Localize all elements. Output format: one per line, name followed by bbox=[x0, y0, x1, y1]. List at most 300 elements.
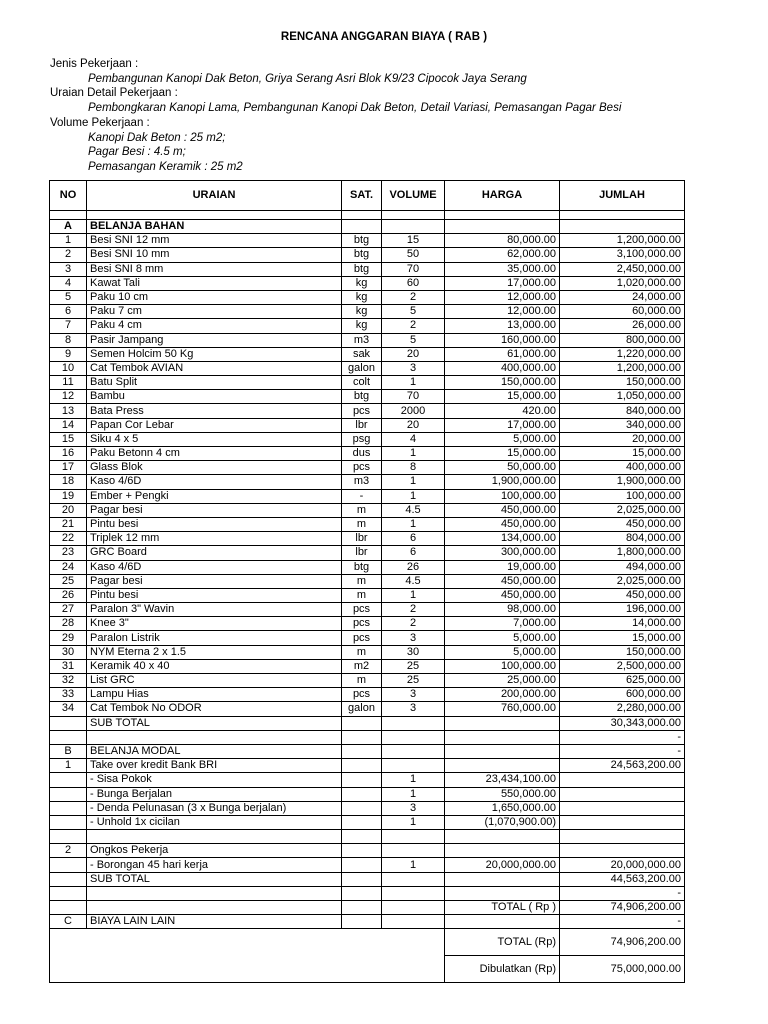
item-jumlah: 2,025,000.00 bbox=[560, 503, 685, 517]
item-volume: 4.5 bbox=[382, 574, 445, 588]
item-no: 30 bbox=[50, 645, 87, 659]
item-jumlah: 1,900,000.00 bbox=[560, 475, 685, 489]
item-volume: 26 bbox=[382, 560, 445, 574]
rounded-total-value: 75,000,000.00 bbox=[560, 956, 685, 983]
item-jumlah: 2,450,000.00 bbox=[560, 262, 685, 276]
item-harga: 200,000.00 bbox=[445, 688, 560, 702]
table-row bbox=[50, 503, 685, 517]
empty-row bbox=[50, 830, 685, 844]
item-uraian: Cat Tembok AVIAN bbox=[87, 361, 342, 375]
item-harga: 134,000.00 bbox=[445, 532, 560, 546]
table-row bbox=[50, 517, 685, 531]
item-volume: 20 bbox=[382, 347, 445, 361]
item-harga: 100,000.00 bbox=[445, 489, 560, 503]
subtotal-value: 30,343,000.00 bbox=[560, 716, 685, 730]
table-row bbox=[50, 276, 685, 290]
item-no: 10 bbox=[50, 361, 87, 375]
item-jumlah: 150,000.00 bbox=[560, 376, 685, 390]
item-no: 6 bbox=[50, 305, 87, 319]
section-code: C bbox=[50, 915, 87, 929]
column-header: HARGA bbox=[445, 181, 560, 211]
table-row bbox=[50, 248, 685, 262]
item-uraian: Bambu bbox=[87, 390, 342, 404]
table-row bbox=[50, 376, 685, 390]
item-no: 2 bbox=[50, 248, 87, 262]
volume-value: Kanopi Dak Beton : 25 m2; bbox=[88, 131, 226, 144]
table-row bbox=[50, 659, 685, 673]
item-volume: 2 bbox=[382, 290, 445, 304]
item-no: 31 bbox=[50, 659, 87, 673]
item-uraian: Papan Cor Lebar bbox=[87, 418, 342, 432]
item-sat: pcs bbox=[342, 404, 382, 418]
item-jumlah: 26,000.00 bbox=[560, 319, 685, 333]
column-header: SAT. bbox=[342, 181, 382, 211]
item-harga: 400,000.00 bbox=[445, 361, 560, 375]
dash-row bbox=[50, 730, 685, 744]
item-title: Ongkos Pekerja bbox=[87, 844, 342, 858]
item-volume: 4.5 bbox=[382, 503, 445, 517]
table-row bbox=[50, 475, 685, 489]
item-uraian: Kaso 4/6D bbox=[87, 475, 342, 489]
item-sat: m bbox=[342, 588, 382, 602]
table-row bbox=[50, 418, 685, 432]
section-title: BELANJA MODAL bbox=[87, 744, 342, 758]
item-harga: 300,000.00 bbox=[445, 546, 560, 560]
subtotal-label: SUB TOTAL bbox=[87, 872, 342, 886]
item-sat: kg bbox=[342, 319, 382, 333]
section-code: B bbox=[50, 744, 87, 758]
item-sat: colt bbox=[342, 376, 382, 390]
item-volume: 70 bbox=[382, 262, 445, 276]
item-no: 4 bbox=[50, 276, 87, 290]
item-volume: 30 bbox=[382, 645, 445, 659]
detail-uraian: - Unhold 1x cicilan bbox=[87, 815, 342, 829]
item-no: 22 bbox=[50, 532, 87, 546]
item-jumlah: 15,000.00 bbox=[560, 447, 685, 461]
item-volume: 1 bbox=[382, 517, 445, 531]
item-jumlah: 494,000.00 bbox=[560, 560, 685, 574]
table-row bbox=[50, 546, 685, 560]
item-uraian: Cat Tembok No ODOR bbox=[87, 702, 342, 716]
item-sat: m2 bbox=[342, 659, 382, 673]
item-uraian: Paralon Listrik bbox=[87, 631, 342, 645]
item-sat: m bbox=[342, 517, 382, 531]
item-jumlah: 1,200,000.00 bbox=[560, 234, 685, 248]
detail-volume: 1 bbox=[382, 858, 445, 872]
item-uraian: Pasir Jampang bbox=[87, 333, 342, 347]
item-harga: 450,000.00 bbox=[445, 574, 560, 588]
item-sat: btg bbox=[342, 390, 382, 404]
rab-table bbox=[49, 180, 685, 983]
jenis-value: Pembangunan Kanopi Dak Beton, Griya Serang Asri Blok K9/23 Cipocok Jaya Serang bbox=[88, 72, 527, 85]
item-sat: lbr bbox=[342, 418, 382, 432]
item-harga: 62,000.00 bbox=[445, 248, 560, 262]
table-row bbox=[50, 404, 685, 418]
item-no: 1 bbox=[50, 759, 87, 773]
item-sat: kg bbox=[342, 290, 382, 304]
item-sat: btg bbox=[342, 234, 382, 248]
item-no: 24 bbox=[50, 560, 87, 574]
rab-table-body bbox=[50, 181, 685, 983]
table-row bbox=[50, 461, 685, 475]
project-info bbox=[50, 57, 621, 175]
rounded-total-label: Dibulatkan (Rp) bbox=[445, 956, 560, 983]
detail-harga: (1,070,900.00) bbox=[445, 815, 560, 829]
table-row bbox=[50, 588, 685, 602]
item-volume: 6 bbox=[382, 532, 445, 546]
item-sat: dus bbox=[342, 447, 382, 461]
table-row bbox=[50, 390, 685, 404]
detail-volume: 3 bbox=[382, 801, 445, 815]
item-uraian: Bata Press bbox=[87, 404, 342, 418]
item-no: 3 bbox=[50, 262, 87, 276]
item-no: 2 bbox=[50, 844, 87, 858]
item-no: 28 bbox=[50, 617, 87, 631]
detail-volume: 1 bbox=[382, 787, 445, 801]
item-jumlah: 1,220,000.00 bbox=[560, 347, 685, 361]
item-harga: 25,000.00 bbox=[445, 674, 560, 688]
item-no: 9 bbox=[50, 347, 87, 361]
volume-value: Pemasangan Keramik : 25 m2 bbox=[88, 160, 243, 173]
item-sat: pcs bbox=[342, 688, 382, 702]
item-uraian: Batu Split bbox=[87, 376, 342, 390]
uraian-value: Pembongkaran Kanopi Lama, Pembangunan Kanopi Dak Beton, Detail Variasi, Pemasangan Pagar Besi bbox=[88, 102, 622, 115]
table-row bbox=[50, 674, 685, 688]
item-volume: 2000 bbox=[382, 404, 445, 418]
table-row bbox=[50, 347, 685, 361]
item-no: 13 bbox=[50, 404, 87, 418]
item-no: 17 bbox=[50, 461, 87, 475]
item-uraian: NYM Eterna 2 x 1.5 bbox=[87, 645, 342, 659]
item-volume: 3 bbox=[382, 702, 445, 716]
item-volume: 60 bbox=[382, 276, 445, 290]
detail-harga: 1,650,000.00 bbox=[445, 801, 560, 815]
item-harga: 5,000.00 bbox=[445, 432, 560, 446]
item-uraian: Pagar besi bbox=[87, 503, 342, 517]
dash-row bbox=[50, 886, 685, 900]
item-no: 14 bbox=[50, 418, 87, 432]
total-value: 74,906,200.00 bbox=[560, 901, 685, 915]
item-jumlah: 340,000.00 bbox=[560, 418, 685, 432]
item-harga: 15,000.00 bbox=[445, 390, 560, 404]
table-row bbox=[50, 645, 685, 659]
grand-total-label: TOTAL (Rp) bbox=[445, 929, 560, 956]
item-harga: 420.00 bbox=[445, 404, 560, 418]
detail-uraian: - Bunga Berjalan bbox=[87, 787, 342, 801]
item-uraian: Paku Betonn 4 cm bbox=[87, 447, 342, 461]
item-harga: 17,000.00 bbox=[445, 276, 560, 290]
item-no: 16 bbox=[50, 447, 87, 461]
item-volume: 1 bbox=[382, 475, 445, 489]
item-jumlah: 24,563,200.00 bbox=[560, 759, 685, 773]
table-row bbox=[50, 574, 685, 588]
item-no: 1 bbox=[50, 234, 87, 248]
section-title: BIAYA LAIN LAIN bbox=[87, 915, 342, 929]
item-sat: m bbox=[342, 645, 382, 659]
item-sat: kg bbox=[342, 276, 382, 290]
item-harga: 100,000.00 bbox=[445, 659, 560, 673]
item-harga: 17,000.00 bbox=[445, 418, 560, 432]
item-sat: m bbox=[342, 674, 382, 688]
detail-uraian: - Borongan 45 hari kerja bbox=[87, 858, 342, 872]
item-sat: galon bbox=[342, 361, 382, 375]
item-sat: m3 bbox=[342, 333, 382, 347]
section-b-total-row bbox=[50, 901, 685, 915]
item-uraian: Paku 4 cm bbox=[87, 319, 342, 333]
detail-harga: 23,434,100.00 bbox=[445, 773, 560, 787]
column-header: JUMLAH bbox=[560, 181, 685, 211]
item-no: 19 bbox=[50, 489, 87, 503]
column-header: VOLUME bbox=[382, 181, 445, 211]
modal-detail-row bbox=[50, 787, 685, 801]
subtotal-value: 44,563,200.00 bbox=[560, 872, 685, 886]
item-sat: m bbox=[342, 574, 382, 588]
total-label: TOTAL ( Rp ) bbox=[445, 901, 560, 915]
table-row bbox=[50, 603, 685, 617]
item-no: 32 bbox=[50, 674, 87, 688]
item-sat: sak bbox=[342, 347, 382, 361]
dash-value: - bbox=[560, 744, 685, 758]
item-harga: 13,000.00 bbox=[445, 319, 560, 333]
item-jumlah: 150,000.00 bbox=[560, 645, 685, 659]
item-uraian: Pintu besi bbox=[87, 588, 342, 602]
item-harga: 61,000.00 bbox=[445, 347, 560, 361]
volume-label: Volume Pekerjaan : bbox=[50, 116, 150, 129]
table-row bbox=[50, 333, 685, 347]
item-harga: 12,000.00 bbox=[445, 290, 560, 304]
item-uraian: Paku 7 cm bbox=[87, 305, 342, 319]
detail-jumlah: 20,000,000.00 bbox=[560, 858, 685, 872]
item-jumlah: 2,280,000.00 bbox=[560, 702, 685, 716]
item-jumlah: 600,000.00 bbox=[560, 688, 685, 702]
item-sat: btg bbox=[342, 262, 382, 276]
section-b-subtotal-row bbox=[50, 872, 685, 886]
subtotal-label: SUB TOTAL bbox=[87, 716, 342, 730]
table-header-row bbox=[50, 181, 685, 211]
table-row bbox=[50, 489, 685, 503]
item-no: 12 bbox=[50, 390, 87, 404]
item-harga: 15,000.00 bbox=[445, 447, 560, 461]
item-sat: kg bbox=[342, 305, 382, 319]
section-code: A bbox=[50, 220, 87, 234]
item-sat: pcs bbox=[342, 631, 382, 645]
item-uraian: Pintu besi bbox=[87, 517, 342, 531]
item-harga: 19,000.00 bbox=[445, 560, 560, 574]
item-volume: 1 bbox=[382, 376, 445, 390]
modal-detail-row bbox=[50, 858, 685, 872]
modal-item-row bbox=[50, 759, 685, 773]
volume-value: Pagar Besi : 4.5 m; bbox=[88, 146, 186, 159]
item-jumlah: 60,000.00 bbox=[560, 305, 685, 319]
table-row bbox=[50, 702, 685, 716]
item-sat: btg bbox=[342, 248, 382, 262]
item-volume: 2 bbox=[382, 603, 445, 617]
item-uraian: List GRC bbox=[87, 674, 342, 688]
detail-volume: 1 bbox=[382, 773, 445, 787]
item-jumlah: 2,025,000.00 bbox=[560, 574, 685, 588]
grand-total-value: 74,906,200.00 bbox=[560, 929, 685, 956]
section-c-header bbox=[50, 915, 685, 929]
detail-harga: 550,000.00 bbox=[445, 787, 560, 801]
table-row bbox=[50, 532, 685, 546]
item-uraian: Paku 10 cm bbox=[87, 290, 342, 304]
table-row bbox=[50, 234, 685, 248]
item-volume: 8 bbox=[382, 461, 445, 475]
spacer-row bbox=[50, 211, 685, 220]
item-uraian: Kawat Tali bbox=[87, 276, 342, 290]
item-harga: 760,000.00 bbox=[445, 702, 560, 716]
document-title: RENCANA ANGGARAN BIAYA ( RAB ) bbox=[280, 31, 488, 43]
item-no: 27 bbox=[50, 603, 87, 617]
item-no: 11 bbox=[50, 376, 87, 390]
table-row bbox=[50, 262, 685, 276]
section-b-header bbox=[50, 744, 685, 758]
item-volume: 6 bbox=[382, 546, 445, 560]
item-uraian: Besi SNI 10 mm bbox=[87, 248, 342, 262]
modal-detail-row bbox=[50, 801, 685, 815]
item-uraian: Keramik 40 x 40 bbox=[87, 659, 342, 673]
item-sat: psg bbox=[342, 432, 382, 446]
item-volume: 1 bbox=[382, 489, 445, 503]
item-volume: 3 bbox=[382, 688, 445, 702]
item-volume: 3 bbox=[382, 631, 445, 645]
item-no: 26 bbox=[50, 588, 87, 602]
item-no: 21 bbox=[50, 517, 87, 531]
item-harga: 160,000.00 bbox=[445, 333, 560, 347]
item-jumlah: 1,020,000.00 bbox=[560, 276, 685, 290]
item-harga: 450,000.00 bbox=[445, 588, 560, 602]
item-no: 7 bbox=[50, 319, 87, 333]
item-jumlah: 20,000.00 bbox=[560, 432, 685, 446]
item-sat: pcs bbox=[342, 461, 382, 475]
item-uraian: Besi SNI 12 mm bbox=[87, 234, 342, 248]
item-volume: 2 bbox=[382, 617, 445, 631]
item-uraian: Paralon 3" Wavin bbox=[87, 603, 342, 617]
item-harga: 50,000.00 bbox=[445, 461, 560, 475]
detail-uraian: - Denda Pelunasan (3 x Bunga berjalan) bbox=[87, 801, 342, 815]
item-sat: btg bbox=[342, 560, 382, 574]
item-uraian: Semen Holcim 50 Kg bbox=[87, 347, 342, 361]
item-sat: m bbox=[342, 503, 382, 517]
item-volume: 1 bbox=[382, 447, 445, 461]
item-volume: 4 bbox=[382, 432, 445, 446]
table-row bbox=[50, 305, 685, 319]
item-no: 5 bbox=[50, 290, 87, 304]
item-no: 8 bbox=[50, 333, 87, 347]
item-harga: 35,000.00 bbox=[445, 262, 560, 276]
item-uraian: Kaso 4/6D bbox=[87, 560, 342, 574]
dash-value: - bbox=[560, 730, 685, 744]
item-title: Take over kredit Bank BRI bbox=[87, 759, 342, 773]
dash-value: - bbox=[560, 886, 685, 900]
item-sat: m3 bbox=[342, 475, 382, 489]
item-jumlah: 1,050,000.00 bbox=[560, 390, 685, 404]
item-harga: 80,000.00 bbox=[445, 234, 560, 248]
item-volume: 2 bbox=[382, 319, 445, 333]
item-uraian: Siku 4 x 5 bbox=[87, 432, 342, 446]
item-jumlah: 800,000.00 bbox=[560, 333, 685, 347]
item-volume: 50 bbox=[382, 248, 445, 262]
item-volume: 5 bbox=[382, 333, 445, 347]
item-jumlah: 1,800,000.00 bbox=[560, 546, 685, 560]
item-volume: 15 bbox=[382, 234, 445, 248]
item-volume: 3 bbox=[382, 361, 445, 375]
item-harga: 450,000.00 bbox=[445, 503, 560, 517]
item-jumlah: 2,500,000.00 bbox=[560, 659, 685, 673]
detail-volume: 1 bbox=[382, 815, 445, 829]
item-harga: 1,900,000.00 bbox=[445, 475, 560, 489]
item-no: 29 bbox=[50, 631, 87, 645]
rounded-total-row bbox=[50, 956, 685, 983]
section-a-header bbox=[50, 220, 685, 234]
item-jumlah: 100,000.00 bbox=[560, 489, 685, 503]
table-row bbox=[50, 560, 685, 574]
item-harga: 5,000.00 bbox=[445, 631, 560, 645]
item-no: 34 bbox=[50, 702, 87, 716]
item-volume: 25 bbox=[382, 659, 445, 673]
item-no: 15 bbox=[50, 432, 87, 446]
table-row bbox=[50, 432, 685, 446]
column-header: URAIAN bbox=[87, 181, 342, 211]
item-jumlah: 14,000.00 bbox=[560, 617, 685, 631]
section-a-subtotal-row bbox=[50, 716, 685, 730]
item-jumlah: 625,000.00 bbox=[560, 674, 685, 688]
item-uraian: Besi SNI 8 mm bbox=[87, 262, 342, 276]
table-row bbox=[50, 617, 685, 631]
section-title: BELANJA BAHAN bbox=[87, 220, 342, 234]
item-harga: 450,000.00 bbox=[445, 517, 560, 531]
table-row bbox=[50, 319, 685, 333]
item-volume: 70 bbox=[382, 390, 445, 404]
detail-uraian: - Sisa Pokok bbox=[87, 773, 342, 787]
jenis-label: Jenis Pekerjaan : bbox=[50, 58, 139, 70]
item-jumlah: 15,000.00 bbox=[560, 631, 685, 645]
item-no: 20 bbox=[50, 503, 87, 517]
item-sat: galon bbox=[342, 702, 382, 716]
item-harga: 7,000.00 bbox=[445, 617, 560, 631]
item-jumlah: 400,000.00 bbox=[560, 461, 685, 475]
modal-item-row bbox=[50, 844, 685, 858]
item-volume: 20 bbox=[382, 418, 445, 432]
table-row bbox=[50, 631, 685, 645]
item-sat: pcs bbox=[342, 603, 382, 617]
uraian-label: Uraian Detail Pekerjaan : bbox=[50, 87, 178, 100]
item-uraian: GRC Board bbox=[87, 546, 342, 560]
item-no: 18 bbox=[50, 475, 87, 489]
item-no: 33 bbox=[50, 688, 87, 702]
item-sat: lbr bbox=[342, 546, 382, 560]
item-jumlah: 3,100,000.00 bbox=[560, 248, 685, 262]
table-row bbox=[50, 688, 685, 702]
item-volume: 25 bbox=[382, 674, 445, 688]
item-jumlah: 804,000.00 bbox=[560, 532, 685, 546]
item-jumlah: 450,000.00 bbox=[560, 588, 685, 602]
item-sat: lbr bbox=[342, 532, 382, 546]
item-harga: 12,000.00 bbox=[445, 305, 560, 319]
item-volume: 1 bbox=[382, 588, 445, 602]
item-no: 23 bbox=[50, 546, 87, 560]
item-jumlah: 840,000.00 bbox=[560, 404, 685, 418]
item-jumlah: 450,000.00 bbox=[560, 517, 685, 531]
table-row bbox=[50, 290, 685, 304]
item-uraian: Pagar besi bbox=[87, 574, 342, 588]
item-jumlah: 196,000.00 bbox=[560, 603, 685, 617]
item-volume: 5 bbox=[382, 305, 445, 319]
column-header: NO bbox=[50, 181, 87, 211]
item-uraian: Lampu Hias bbox=[87, 688, 342, 702]
table-row bbox=[50, 361, 685, 375]
item-jumlah: 1,200,000.00 bbox=[560, 361, 685, 375]
